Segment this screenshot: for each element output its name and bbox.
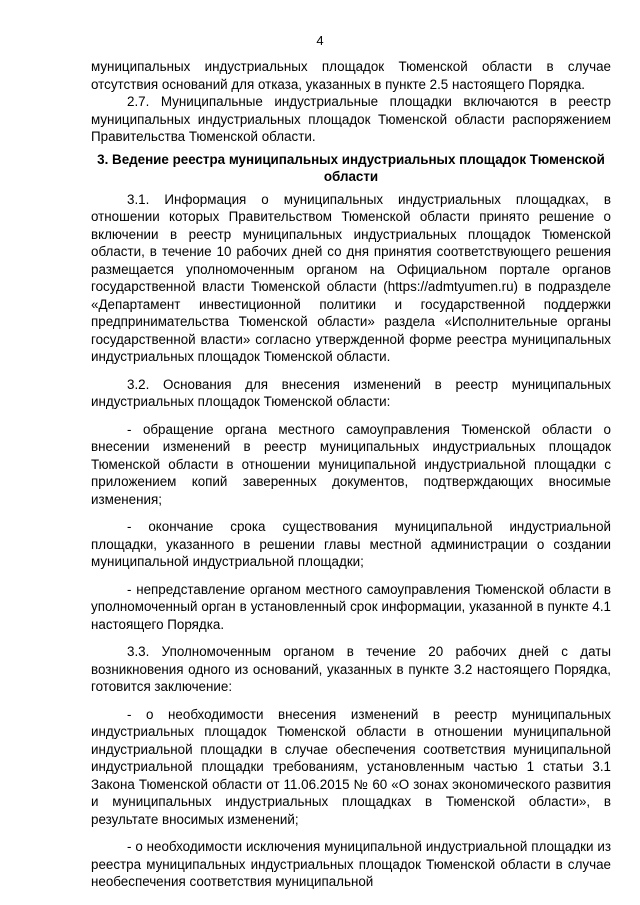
list-item-exclusion: - о необходимости исключения муниципальной индустриальной площадки из реестра муниципальных индустриальных площадок Тюменской области в случае необеспечения соответствия муниципальной [91,839,611,889]
paragraph-2-7: 2.7. Муниципальные индустриальные площадки включаются в реестр муниципальных индустриальных площадок Тюменской области распоряжением Правительства Тюменской области. [91,94,611,144]
paragraph-3-3: 3.3. Уполномоченным органом в течение 20 рабочих дней с даты возникновения одного из оснований, указанных в пункте 3.2 настоящего Порядка, готовится заключение: [91,644,611,694]
list-item-changes: - о необходимости внесения изменений в реестр муниципальных индустриальных площадок Тюменской области в отношении муниципальной индустриальной площадки в случае обеспечения соответствия муниципальной индустриальной площадки требованиям, установленным частью 1 статьи 3.1 Закона Тюменской области от 11.06.2015 № 60 «О зонах экономического развития и муниципальных индустриальных площадках в Тюменской области», в результате вносимых изменений; [91,706,611,827]
list-item-appeal: - обращение органа местного самоуправления Тюменской области о внесении изменений в реестр муниципальных индустриальных площадок Тюменской области в отношении муниципальной индустриальной площадки с приложением копий заверенных документов, подтверждающих вносимые изменения; [91,421,611,507]
section-heading-3: 3. Ведение реестра муниципальных индустриальных площадок Тюменской области [97,151,605,184]
list-item-non-submission: - непредставление органом местного самоуправления Тюменской области в уполномоченный орган в установленный срок информации, указанной в пункте 4.1 настоящего Порядка. [91,581,611,632]
page-number: 4 [316,33,324,48]
paragraph-continuation: муниципальных индустриальных площадок Тюменской области в случае отсутствия оснований для отказа, указанных в пункте 2.5 настоящего Порядка. [91,59,611,92]
paragraph-3-2: 3.2. Основания для внесения изменений в реестр муниципальных индустриальных площадок Тюменской области: [91,376,611,409]
paragraph-3-1: 3.1. Информация о муниципальных индустриальных площадках, в отношении которых Правительством Тюменской области принято решение о включении в реестр муниципальных индустриальных площадок Тюменской области, в течение 10 рабочих дней со дня принятия соответствующего решения размещается уполномоченным органом на Официальном портале органов государственной власти Тюменской области (https://admtyumen.ru) в подразделе «Департамент инвестиционной политики и государственной поддержки предпринимательства Тюменской области» раздела «Исполнительные органы государственной власти» согласно утвержденной форме реестра муниципальных индустриальных площадок Тюменской области. [91,191,611,364]
list-item-term-end: - окончание срока существования муниципальной индустриальной площадки, указанного в решении главы местной администрации о создании муниципальной индустриальной площадки; [91,519,611,569]
document-body [91,58,611,891]
